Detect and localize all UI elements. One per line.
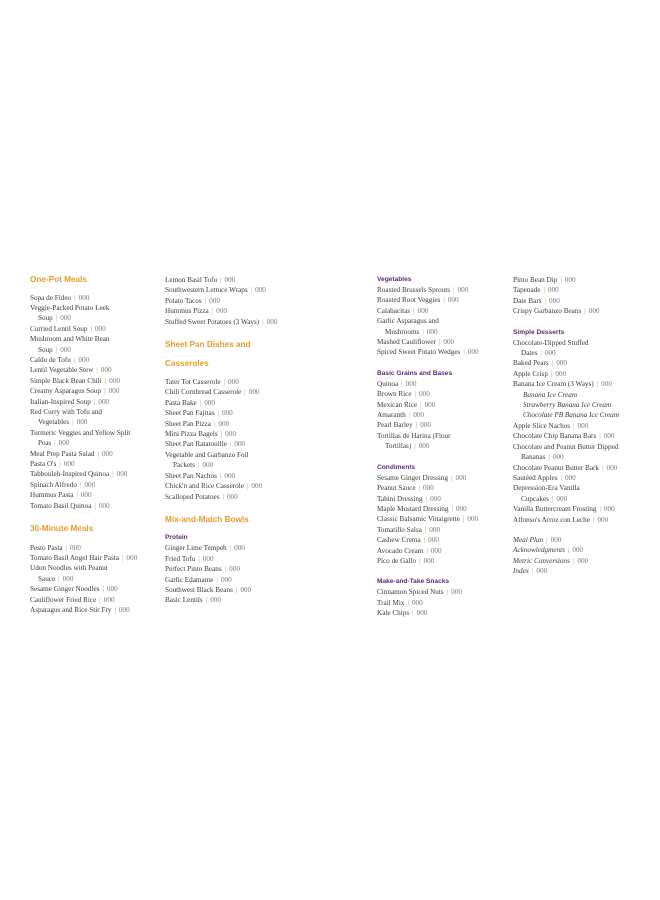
toc-entry: Chocolate-Dipped Stuffed [513,338,589,347]
toc-entry: Mexican Rice | 000 [377,400,436,409]
toc-entry: Simple Black Bean Chili | 000 [30,376,120,385]
toc-entry: Tortillas de Harina (Flour [377,431,451,440]
toc-entry: Meal Prep Pasta Salad | 000 [30,449,113,458]
toc-entry: Baked Pears | 000 [513,359,567,368]
toc-entry: Sheet Pan Fajitas | 000 [165,409,233,418]
toc-entry: Trail Mix | 000 [377,598,423,607]
toc-entry: Lentil Vegetable Stew | 000 [30,366,112,375]
toc-entry: Stuffed Sweet Potatoes (3 Ways) | 000 [165,317,278,326]
toc-entry: Hummus Pizza | 000 [165,307,227,316]
toc-entry: Vanilla Buttercream Frosting | 000 [513,505,615,514]
toc-entry: Cinnamon Spiced Nuts | 000 [377,588,462,597]
toc-entry: Mini Pizza Bagels | 000 [165,430,236,439]
toc-entry: Kale Chips | 000 [377,609,428,618]
toc-column-4 [513,275,638,577]
toc-entry: Creamy Asparagus Soup | 000 [30,387,120,396]
subsection-heading: Vegetables [377,276,412,283]
toc-entry: Basic Lentils | 000 [165,596,221,605]
toc-entry: Curried Lentil Soup | 000 [30,324,106,333]
toc-entry: Lemon Basil Tofu | 000 [165,276,236,284]
toc-entry: Apple Crisp | 000 [513,369,567,378]
toc-subentry: Strawberry Banana Ice Cream [523,401,612,410]
toc-entry: Tapenade | 000 [513,286,559,295]
toc-entry: Classic Balsamic Vinaigrette | 000 [377,515,479,524]
subsection-heading: Protein [165,534,188,542]
toc-entry: Cashew Crema | 000 [377,536,439,545]
toc-entry: Southwest Black Beans | 000 [165,586,252,595]
toc-entry: Pasta Bake | 000 [165,398,215,407]
toc-column-3 [377,275,502,619]
toc-entry: Cauliflower Fried Rice | 000 [30,595,115,604]
toc-entry: Sautéed Apples | 000 [513,473,576,482]
toc-entry: Banana Ice Cream (3 Ways) | 000 [513,380,612,389]
toc-entry: Pico de Gallo | 000 [377,556,435,565]
toc-entry: Hummus Pasta | 000 [30,491,92,500]
toc-entry: Chocolate Chip Banana Bars | 000 [513,432,615,441]
toc-entry: Red Curry with Tofu and [30,407,103,416]
toc-entry: Tater Tot Casserole | 000 [165,378,239,387]
toc-entry-continuation: Peas | 000 [38,439,70,448]
toc-entry-continuation: Dates | 000 [521,349,556,358]
toc-entry: Chick'n and Rice Casserole | 000 [165,482,263,491]
toc-entry: Sopa de Fideo | 000 [30,293,90,302]
toc-entry: Chili Cornbread Casserole | 000 [165,388,260,397]
toc-entry-continuation: Cupcakes | 000 [521,494,568,503]
toc-entry: Caldo de Tofu | 000 [30,355,90,364]
toc-entry: Scalloped Potatoes | 000 [165,492,238,501]
toc-entry: Sheet Pan Pizza | 000 [165,419,230,428]
toc-entry: Meal Plan | 000 [513,535,562,544]
toc-entry: Acknowledgments | 000 [513,546,584,555]
toc-entry: Date Bars | 000 [513,296,560,305]
section-heading: 30-Minute Meals [30,524,94,534]
toc-entry: Apple Slice Nachos | 000 [513,421,589,430]
toc-column-2 [165,275,290,606]
toc-entry: Pasta O's | 000 [30,460,75,468]
toc-entry: Mushroom and White Bean [30,335,110,344]
toc-entry: Chocolate and Peanut Butter Dipped [513,442,619,451]
toc-entry: Calabacitas | 000 [377,306,429,315]
toc-entry: Perfect Pinto Beans | 000 [165,565,240,574]
toc-entry: Metric Conversions | 000 [513,556,589,565]
section-heading: Sheet Pan Dishes and [165,340,251,350]
toc-entry: Tabbouleh-Inspired Quinoa | 000 [30,470,128,479]
toc-entry-continuation: Tortillas) | 000 [385,442,430,451]
toc-entry: Veggie-Packed Potato Leek [30,303,110,312]
toc-entry: Spinach Alfredo | 000 [30,480,96,489]
toc-entry: Index | 000 [513,567,548,576]
toc-entry: Mashed Cauliflower | 000 [377,338,455,347]
toc-entry: Roasted Root Veggies | 000 [377,296,459,305]
toc-entry: Pesto Pasta | 000 [30,543,81,552]
toc-entry-continuation: Soup | 000 [38,314,72,323]
subsection-heading: Basic Grains and Bases [377,369,453,377]
subsection-heading: Condiments [377,463,416,471]
toc-entry-continuation: Bananas | 000 [521,453,564,462]
toc-column-1 [30,275,155,615]
toc-entry: Tomatillo Salsa | 000 [377,525,441,534]
toc-entry: Ginger Lime Tempeh | 000 [165,544,245,553]
section-heading: One-Pot Meals [30,275,87,284]
toc-entry: Pinto Bean Dip | 000 [513,276,576,284]
toc-entry: Turmeric Veggies and Yellow Split [30,428,131,437]
toc-entry: Tahini Dressing | 000 [377,494,441,503]
toc-entry-continuation: Vegetables | 000 [38,418,88,427]
toc-entry: Tomato Basil Angel Hair Pasta | 000 [30,553,138,562]
toc-entry: Brown Rice | 000 [377,390,430,399]
toc-entry: Maple Mustard Dressing | 000 [377,504,467,513]
toc-entry: Sesame Ginger Noodles | 000 [30,585,118,594]
toc-entry: Potato Tacos | 000 [165,296,220,305]
toc-entry: Udon Noodles with Peanut [30,564,108,573]
toc-entry: Chocolate Peanut Butter Bark | 000 [513,463,618,472]
subsection-heading: Make-and-Take Snacks [377,578,450,586]
toc-entry: Spiced Sweet Potato Wedges | 000 [377,348,479,357]
toc-entry: Peanut Sauce | 000 [377,484,434,493]
toc-entry: Sesame Ginger Dressing | 000 [377,473,467,482]
toc-entry: Pearl Barley | 000 [377,421,431,430]
toc-entry: Depression-Era Vanilla [513,484,580,493]
toc-entry: Amaranth | 000 [377,411,424,420]
toc-entry: Southwestern Lettuce Wraps | 000 [165,286,266,295]
toc-entry-continuation: Packets | 000 [173,461,214,470]
section-heading: Casseroles [165,358,209,368]
toc-entry: Fried Tofu | 000 [165,554,214,563]
toc-entry: Alfonso's Arroz con Leche | 000 [513,515,609,524]
toc-entry-continuation: Soup | 000 [38,345,72,354]
toc-entry: Quinoa | 000 [377,379,417,388]
toc-entry: Roasted Brussels Sprouts | 000 [377,286,469,294]
toc-subentry: Banana Ice Cream [523,390,578,399]
toc-entry: Sheet Pan Nachos | 000 [165,471,236,480]
toc-entry-continuation: Mushrooms | 000 [385,327,438,336]
toc-entry: Asparagus and Rice Stir Fry | 000 [30,605,130,614]
subsection-heading: Simple Desserts [513,328,565,336]
section-heading: Mix-and-Match Bowls [165,514,249,524]
toc-entry: Crispy Garbanzo Beans | 000 [513,307,600,316]
toc-entry: Avocado Cream | 000 [377,546,442,555]
toc-entry: Garlic Edamame | 000 [165,575,232,584]
toc-entry: Garlic Asparagus and [377,317,439,326]
toc-entry: Italian-Inspired Soup | 000 [30,397,110,406]
toc-subentry: Chocolate PB Banana Ice Cream [523,411,619,420]
toc-entry-continuation: Sauce | 000 [38,574,74,583]
toc-entry: Vegetable and Garbanzo Foil [165,450,249,459]
toc-entry: Tomato Basil Quinoa | 000 [30,501,110,510]
toc-entry: Sheet Pan Ratatouille | 000 [165,440,246,449]
